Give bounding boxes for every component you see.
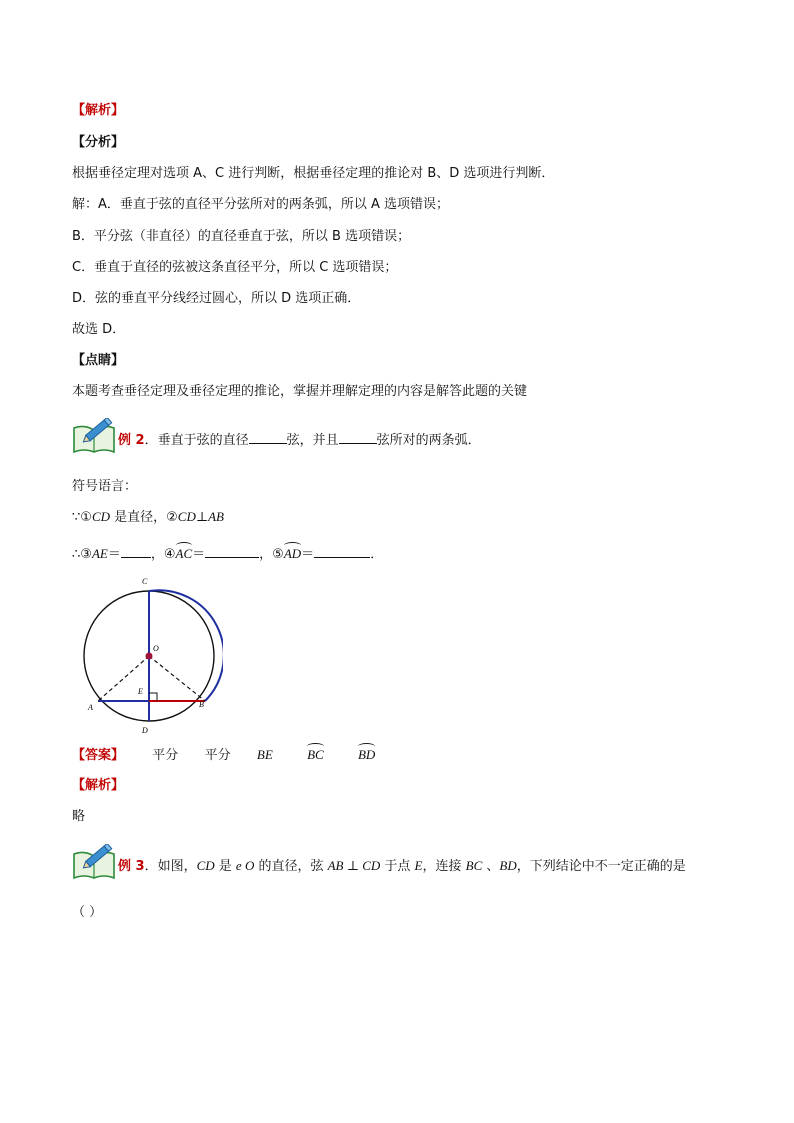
notebook-pencil-icon-2 [72, 844, 116, 880]
example2-label: 例 2 [118, 433, 145, 448]
blank-1 [249, 430, 287, 444]
label-b: B [199, 700, 204, 709]
solution-d: D．弦的垂直平分线经过圆心，所以 D 选项正确． [72, 291, 361, 306]
answer-line [72, 746, 375, 765]
solution-a: 解：A．垂直于弦的直径平分弦所对的两条弧，所以 A 选项错误； [72, 197, 450, 212]
final-choice: 故选 D． [72, 322, 126, 337]
answer-3: BE [256, 747, 273, 762]
answer-2: 平分 [204, 748, 231, 763]
therefore-line: ∴③AE＝ ，④AC＝ ，⑤AD＝ ． [72, 546, 384, 562]
center-point [146, 653, 153, 660]
analysis-text: 根据垂径定理对选项 A、C 进行判断，根据垂径定理的推论对 B、D 选项进行判断． [72, 166, 555, 181]
label-o: O [153, 644, 159, 653]
label-c: C [142, 577, 148, 586]
dianjing-text: 本题考查垂径定理及垂径定理的推论，掌握并理解定理的内容是解答此题的关键 [72, 384, 528, 399]
answer-4: BC [307, 747, 324, 762]
label-e: E [138, 687, 143, 696]
answer-label: 【答案】 [72, 748, 125, 763]
lue-text: 略 [72, 809, 86, 824]
arc-cb [149, 590, 223, 701]
label-d: D [142, 726, 148, 735]
solution-b: B．平分弦（非直径）的直径垂直于弦，所以 B 选项错误； [72, 229, 411, 244]
example3-label: 例 3 [118, 859, 145, 874]
symbol-language-label: 符号语言： [72, 479, 138, 494]
section-jiexi-2: 【解析】 [72, 778, 125, 793]
section-dianjing: 【点睛】 [72, 353, 125, 368]
right-angle-mark [149, 693, 157, 701]
arc-ad: AD [283, 546, 302, 561]
example3-question: 例 3．如图，CD 是 e O 的直径，弦 AB ⊥ CD 于点 E，连接 BC 、BD，下列结论中不一定正确的是 [118, 858, 686, 874]
blank-ac [205, 544, 259, 558]
solution-c: C．垂直于直径的弦被这条直径平分，所以 C 选项错误； [72, 260, 398, 275]
blank-2 [339, 430, 377, 444]
example2-question: 例 2．垂直于弦的直径 弦，并且 弦所对的两条弧． [118, 430, 481, 450]
label-a: A [88, 703, 93, 712]
blank-ad [314, 544, 370, 558]
circle-diagram [78, 576, 223, 741]
notebook-pencil-icon [72, 418, 116, 454]
answer-1: 平分 [152, 748, 179, 763]
answer-5: BD [357, 747, 376, 762]
because-line: ∵①CD 是直径，②CD⊥AB [72, 509, 224, 525]
section-jiexi: 【解析】 [72, 103, 125, 118]
arc-ac: AC [175, 546, 193, 561]
section-fenxi: 【分析】 [72, 135, 125, 150]
answer-paren: （ ） [72, 905, 103, 920]
blank-ae [121, 544, 151, 558]
